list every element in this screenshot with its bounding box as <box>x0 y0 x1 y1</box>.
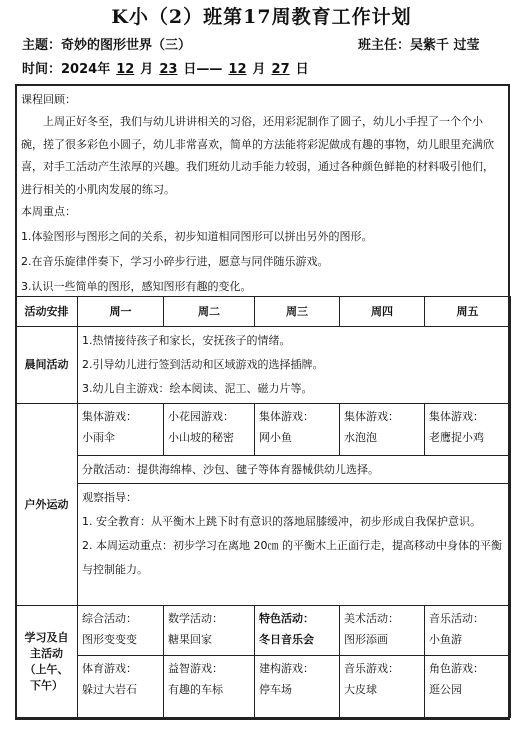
review-heading: 课程回顾： <box>21 93 76 106</box>
row-label-outdoor: 户外运动 <box>16 404 78 606</box>
cell-value: 老鹰捉小鸡 <box>429 431 484 444</box>
outdoor-game-wed <box>255 404 340 456</box>
guide-heading: 观察指导： <box>82 491 137 504</box>
cell-value: 小山坡的秘密 <box>168 431 234 444</box>
list-item: 1. 安全教育：从平衡木上跳下时有意识的落地屈膝缓冲，初步形成自我保护意识。 <box>82 515 481 528</box>
table-header-row <box>16 297 511 327</box>
outdoor-game-tue <box>164 404 255 456</box>
day-friday: 周五 <box>425 297 511 327</box>
focus-item: 1.体验图形与图形之间的关系，初步知道相同图形可以拼出另外的图形。 <box>21 230 373 243</box>
cell-title: 音乐活动： <box>429 612 484 625</box>
corner-cell: 活动安排 <box>16 297 78 327</box>
row-label-study <box>16 606 78 718</box>
cell-value: 大皮球 <box>344 683 377 696</box>
cell-value: 糖果回家 <box>168 633 212 646</box>
cell-title: 小花园游戏： <box>168 410 234 423</box>
study-r1-mon <box>78 606 164 656</box>
page-title: K小（2）班第17周教育工作计划 <box>111 6 412 28</box>
cell-title: 数学活动： <box>168 612 223 625</box>
study-r2-wed <box>255 656 340 718</box>
study-label-line: 下午） <box>30 678 63 692</box>
day-tuesday: 周二 <box>164 297 255 327</box>
study-r2-mon <box>78 656 164 718</box>
cell-title: 集体游戏： <box>259 410 314 423</box>
table-row <box>16 656 511 718</box>
outdoor-guide <box>78 484 511 606</box>
study-label-line: （上午、 <box>24 662 69 676</box>
cell-title: 益智游戏： <box>168 662 223 675</box>
time-day-char: 日 <box>295 62 309 77</box>
study-r1-thu <box>340 606 425 656</box>
study-label-line: 学习及自 <box>24 630 69 644</box>
list-item: 2. 本周运动重点：初步学习在离地 20㎝ 的平衡木上正面行走，提高移动中身体的平衡与控制能力。 <box>82 539 502 576</box>
table-row <box>16 484 511 606</box>
cell-title: 特色活动： <box>259 612 314 625</box>
cell-title: 美术活动： <box>344 612 399 625</box>
time-month-char-2: 月 <box>252 62 266 77</box>
cell-title: 体育游戏： <box>82 662 137 675</box>
focus-heading: 本周重点： <box>21 205 76 218</box>
theme-label: 主题： <box>22 38 62 53</box>
study-r2-thu <box>340 656 425 718</box>
table-row <box>16 404 511 456</box>
table-row <box>16 456 511 484</box>
time-year: 2024年 <box>61 62 111 77</box>
cell-title: 集体游戏： <box>82 410 137 423</box>
cell-title: 综合活动： <box>82 612 137 625</box>
time-label: 时间： <box>22 62 62 77</box>
time-start-day: 23 <box>159 62 178 77</box>
cell-title: 建构游戏： <box>259 662 314 675</box>
teacher-label: 班主任： <box>358 38 411 53</box>
outdoor-scatter: 分散活动：提供海绵棒、沙包、毽子等体育器械供幼儿选择。 <box>78 456 511 484</box>
study-r1-fri <box>425 606 511 656</box>
time-month-char-1: 月 <box>140 62 154 77</box>
table-row <box>16 327 511 404</box>
cell-value: 逛公园 <box>429 683 462 696</box>
cell-value: 有趣的车标 <box>168 683 223 696</box>
plan-sheet <box>15 84 510 720</box>
table-row <box>16 606 511 656</box>
theme-row <box>22 34 502 53</box>
cell-value: 躲过大岩石 <box>82 683 137 696</box>
cell-value: 小鱼游 <box>429 633 462 646</box>
list-item: 1.热情接待孩子和家长，安抚孩子的情绪。 <box>82 334 291 347</box>
focus-item: 3.认识一些简单的图形，感知图形有趣的变化。 <box>21 280 252 293</box>
outdoor-game-fri <box>425 404 511 456</box>
cell-value: 小雨伞 <box>82 431 115 444</box>
schedule-table <box>15 296 511 718</box>
day-monday: 周一 <box>78 297 164 327</box>
review-paragraph: 上周正好冬至，我们与幼儿讲讲相关的习俗，还用彩泥制作了圆子，幼儿小手捏了一个个小碗，搓了很多彩色小圆子，幼儿非常喜欢，简单的方法能将彩泥做成有趣的事物，幼儿眼里充满欣喜，对手工活动产生浓厚的兴趣。我们班幼儿动手能力较弱，通过各种颜色鲜艳的材料吸引他们，进行相关的小肌肉发展的练习。 <box>21 115 494 196</box>
study-r2-fri <box>425 656 511 718</box>
list-item: 2.引导幼儿进行签到活动和区域游戏的选择插牌。 <box>82 358 324 371</box>
time-mid: 日—— <box>183 62 223 77</box>
cell-value: 网小鱼 <box>259 431 292 444</box>
morning-activities <box>78 327 511 404</box>
cell-value: 水泡泡 <box>344 431 377 444</box>
day-thursday: 周四 <box>340 297 425 327</box>
study-r1-tue <box>164 606 255 656</box>
cell-title: 集体游戏： <box>429 410 484 423</box>
cell-title: 音乐游戏： <box>344 662 399 675</box>
list-item: 3.幼儿自主游戏：绘本阅读、泥工、磁力片等。 <box>82 382 313 395</box>
row-label-morning: 晨间活动 <box>16 327 78 404</box>
course-review <box>17 86 508 296</box>
time-start-month: 12 <box>116 62 135 77</box>
theme-value: 奇妙的图形世界（三） <box>61 38 192 53</box>
time-end-day: 27 <box>271 62 290 77</box>
cell-value: 停车场 <box>259 683 292 696</box>
teacher-info <box>358 34 480 53</box>
focus-item: 2.在音乐旋律伴奏下，学习小碎步行进，愿意与同伴随乐游戏。 <box>21 255 329 268</box>
cell-title: 角色游戏： <box>429 662 484 675</box>
time-row <box>22 58 309 77</box>
study-r1-wed <box>255 606 340 656</box>
cell-value: 图形添画 <box>344 633 388 646</box>
teacher-names: 吴紫千 过莹 <box>410 38 480 53</box>
cell-value: 图形变变变 <box>82 633 137 646</box>
study-label-line: 主活动 <box>30 646 63 660</box>
time-end-month: 12 <box>228 62 247 77</box>
outdoor-game-thu <box>340 404 425 456</box>
study-r2-tue <box>164 656 255 718</box>
cell-value: 冬日音乐会 <box>259 633 314 646</box>
cell-title: 集体游戏： <box>344 410 399 423</box>
outdoor-game-mon <box>78 404 164 456</box>
day-wednesday: 周三 <box>255 297 340 327</box>
